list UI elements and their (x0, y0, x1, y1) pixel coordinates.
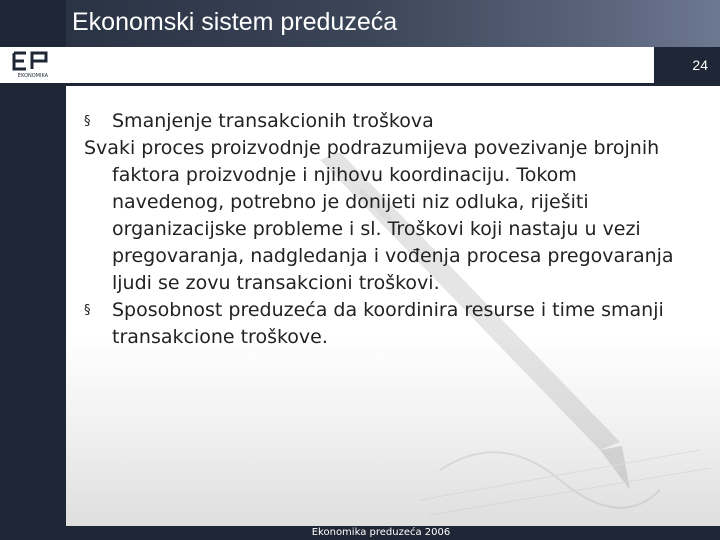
page-number: 24 (692, 57, 708, 73)
header-strip (66, 47, 654, 83)
bullet-marker: § (84, 114, 91, 129)
bullet-text: Sposobnost preduzeća da koordinira resurse i time smanji transakcione troškove. (112, 299, 664, 348)
bullet-item (84, 297, 694, 351)
bullet-item (84, 108, 694, 135)
footer-text: Ekonomika preduzeća 2006 (311, 527, 451, 538)
body-paragraph: Svaki proces proizvodnje podrazumijeva povezivanje brojnih faktora proizvodnje i njihovu koordinaciju. Tokom navedenog, potrebno je donijeti niz odluka, riješiti organizacijske probleme i sl. Troškovi koji nastaju u vezi pregovaranja, nadgledanja i vođenja procesa pregovaranja ljudi se zovu transakcioni troškovi. (84, 137, 674, 294)
slide-body (84, 108, 694, 351)
bullet-text: Smanjenje transakcionih troškova (112, 110, 434, 132)
ep-logo-icon (10, 50, 56, 80)
bullet-marker: § (84, 303, 91, 318)
slide-title: Ekonomski sistem preduzeća (72, 8, 398, 36)
logo-caption: EKONOMIKA (17, 73, 49, 79)
